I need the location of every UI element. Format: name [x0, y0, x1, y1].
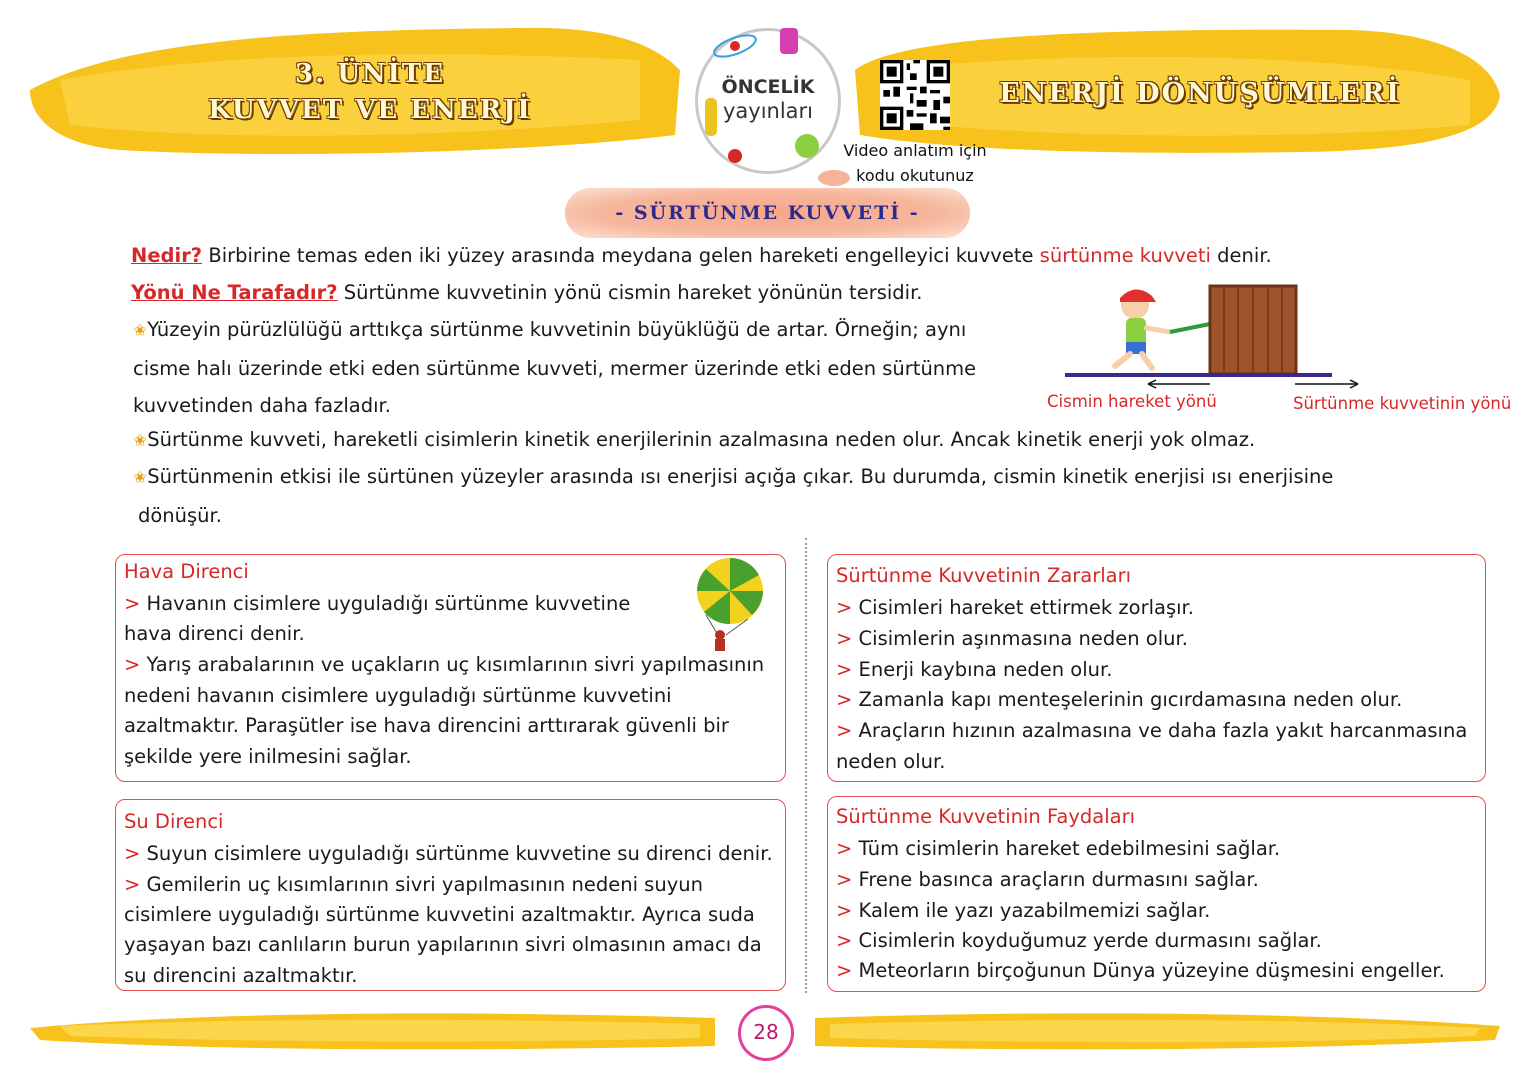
friction-direction-label: Sürtünme kuvvetinin yönü [1293, 394, 1512, 413]
star-icon: ✬ [133, 431, 148, 451]
box-line: Enerji kaybına neden olur. [858, 658, 1113, 681]
kinetic-paragraph [133, 421, 1255, 460]
p1-line2: cisme halı üzerinde etki eden sürtünme kuvveti, mermer üzerinde etki eden sürtünme [133, 357, 977, 380]
friction-figure [1060, 280, 1360, 395]
bullet-icon: > [836, 719, 853, 742]
definition-line [131, 237, 1272, 274]
box-line: su direncini azaltmaktır. [124, 964, 358, 987]
box-line: yaşayan bazı canlıların burun yapılarının sivri olmasının amacı da [124, 933, 762, 956]
box-line: hava direnci denir. [124, 622, 305, 645]
star-icon: ✬ [133, 321, 148, 341]
p3-line1: Sürtünmenin etkisi ile sürtünen yüzeyler arasında ısı enerjisi açığa çıkar. Bu durumda, cismin kinetik enerjisi ısı enerjisine [147, 465, 1334, 488]
pill-decoration [818, 170, 850, 186]
box-line: neden olur. [836, 750, 946, 773]
bullet-icon: > [836, 596, 853, 619]
boy-cap [1120, 289, 1156, 302]
p3-line2: dönüşür. [138, 504, 222, 527]
p2-text: Sürtünme kuvveti, hareketli cisimlerin kinetik enerjilerinin azalmasına neden olur. Ancak kinetik enerji yok olmaz. [147, 428, 1256, 451]
box-line: Cisimlerin koyduğumuz yerde durmasını sağlar. [858, 929, 1322, 952]
bullet-icon: > [836, 627, 853, 650]
science-icons [695, 28, 835, 168]
nedir-label: Nedir? [131, 244, 203, 267]
bullet-icon: > [836, 658, 853, 681]
qr-caption-line1: Video anlatım için [843, 141, 987, 160]
parachute-icon [686, 557, 768, 653]
box-line: Yarış arabalarının ve uçakların uç kısımlarının sivri yapılmasının [146, 653, 765, 676]
nedir-text: Birbirine temas eden iki yüzey arasında meydana gelen hareketi engelleyici kuvvete [202, 244, 1040, 267]
roughness-paragraph [133, 311, 976, 424]
rope [1170, 324, 1210, 332]
section-title: - SÜRTÜNME KUVVETİ - [565, 188, 970, 238]
p1-line3: kuvvetinden daha fazladır. [133, 394, 391, 417]
column-divider [805, 538, 807, 993]
p1-line1: Yüzeyin pürüzlülüğü arttıkça sürtünme kuvvetinin büyüklüğü de artar. Örneğin; aynı [147, 318, 967, 341]
star-icon: ✬ [133, 468, 148, 488]
box-title: Sürtünme Kuvvetinin Faydaları [836, 805, 1136, 828]
water-resistance-box [115, 799, 786, 991]
friction-benefits-box [827, 796, 1486, 992]
box-line: Havanın cisimlere uyguladığı sürtünme kuvvetine [146, 592, 631, 615]
bullet-icon: > [124, 842, 141, 865]
unit-number: 3. ÜNİTE [295, 59, 445, 89]
qr-caption-line2: kodu okutunuz [856, 166, 974, 185]
box-line: Gemilerin uç kısımlarının sivri yapılmasının nedeni suyun [146, 873, 703, 896]
logo-sub: yayınları [722, 99, 814, 123]
publisher-logo [695, 28, 841, 174]
motion-direction-label: Cismin hareket yönü [1047, 392, 1217, 411]
nedir-highlight: sürtünme kuvveti [1039, 244, 1211, 267]
box-line: Cisimleri hareket ettirmek zorlaşır. [858, 596, 1194, 619]
page-number: 28 [738, 1005, 794, 1061]
qr-caption [840, 138, 990, 188]
box-line: azaltmaktır. Paraşütler ise hava direncini arttırarak güvenli bir [124, 714, 729, 737]
bullet-icon: > [836, 899, 853, 922]
yonu-text: Sürtünme kuvvetinin yönü cismin hareket yönünün tersidir. [337, 281, 923, 304]
air-resistance-box [115, 554, 786, 782]
bullet-icon: > [836, 837, 853, 860]
box-title: Hava Direnci [124, 560, 249, 583]
bullet-icon: > [836, 959, 853, 982]
friction-harms-box [827, 554, 1486, 782]
boy-shirt [1126, 318, 1146, 346]
box-title: Sürtünme Kuvvetinin Zararları [836, 564, 1132, 587]
bullet-icon: > [124, 873, 141, 896]
box-line: Kalem ile yazı yazabilmemizi sağlar. [858, 899, 1211, 922]
qr-code-icon[interactable] [880, 60, 950, 130]
box-line: cisimlere uyguladığı sürtünme kuvvetini azaltmaktır. Ayrıca suda [124, 903, 755, 926]
box-line: nedeni havanın cisimlere uyguladığı sürtünme kuvvetini [124, 684, 672, 707]
box-line: Meteorların birçoğunun Dünya yüzeyine düşmesini engeller. [858, 959, 1445, 982]
bullet-icon: > [836, 688, 853, 711]
heat-paragraph [133, 458, 1333, 534]
box-line: Araçların hızının azalmasına ve daha fazla yakıt harcanmasına [858, 719, 1468, 742]
direction-line [131, 274, 923, 311]
bullet-icon: > [836, 868, 853, 891]
nedir-text-end: denir. [1210, 244, 1272, 267]
box-line: Cisimlerin aşınmasına neden olur. [858, 627, 1188, 650]
box-line: Frene basınca araçların durmasını sağlar. [858, 868, 1259, 891]
bullet-icon: > [124, 592, 141, 615]
yonu-label: Yönü Ne Tarafadır? [131, 281, 338, 304]
unit-name: KUVVET VE ENERJİ [208, 95, 532, 125]
bullet-icon: > [836, 929, 853, 952]
box-line: Suyun cisimlere uyguladığı sürtünme kuvvetine su direnci denir. [146, 842, 773, 865]
bullet-icon: > [124, 653, 141, 676]
box-line: şekilde yere inilmesini sağlar. [124, 745, 412, 768]
logo-brand: ÖNCELİK [721, 76, 815, 98]
box-line: Tüm cisimlerin hareket edebilmesini sağlar. [858, 837, 1281, 860]
box-title: Su Direnci [124, 810, 224, 833]
box-line: Zamanla kapı menteşelerinin gıcırdamasına neden olur. [858, 688, 1403, 711]
unit-title [170, 56, 570, 128]
topic-title: ENERJİ DÖNÜŞÜMLERİ [999, 78, 1401, 109]
